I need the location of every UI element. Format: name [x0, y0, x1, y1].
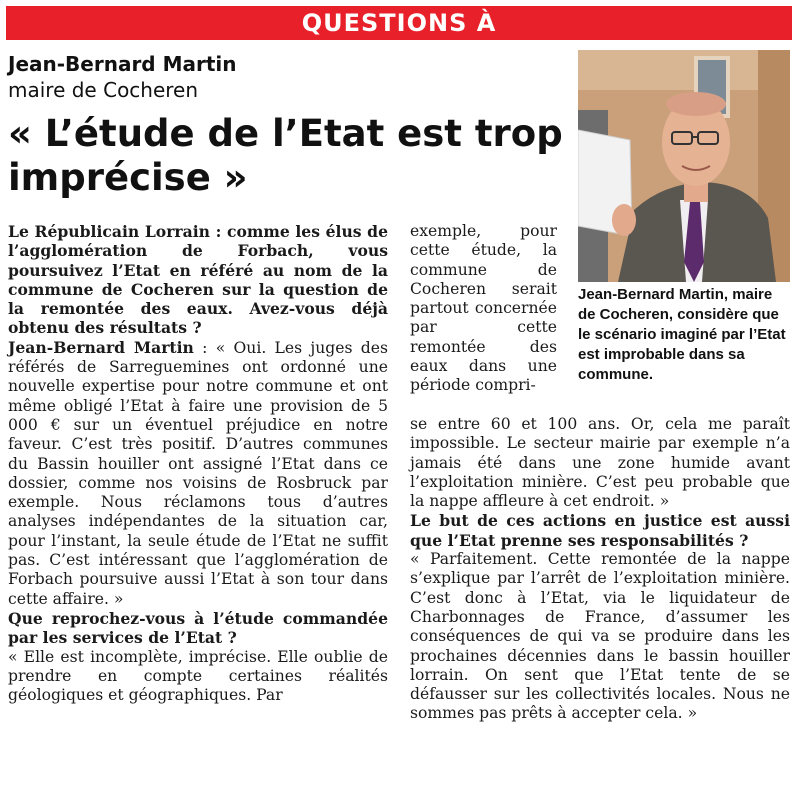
- section-title: QUESTIONS À: [301, 9, 497, 37]
- answer-1-speaker: Jean-Bernard Martin: [8, 337, 194, 357]
- portrait-illustration: [578, 50, 790, 282]
- article-column-right-top: [410, 222, 557, 396]
- answer-2-end: se entre 60 et 100 ans. Or, cela me paraît impossible. Le secteur mairie par exemple n’a jamais été dans une zone humide avant l’exploitation minière. C’est peu probable que la nappe affleure à cet endroit. »: [410, 415, 790, 511]
- question-2: Que reprochez-vous à l’étude commandée par les services de l’Etat ?: [8, 608, 388, 648]
- article-column-right: [410, 415, 790, 724]
- headline: « L’étude de l’Etat est trop imprécise »: [8, 112, 563, 199]
- portrait-photo: [578, 50, 790, 282]
- interviewee-name: Jean-Bernard Martin: [8, 52, 237, 76]
- answer-2-continued: exemple, pour cette étude, la commune de Cocheren serait partout concernée par cette remontée des eaux dans une période compri-: [410, 222, 557, 395]
- question-3: Le but de ces actions en justice est aussi que l’Etat prenne ses responsabilités ?: [410, 511, 790, 550]
- interviewee-role: maire de Cocheren: [8, 78, 199, 102]
- answer-3: « Parfaitement. Cette remontée de la nappe s’explique par l’arrêt de l’exploitation minière. C’est donc à l’Etat, via le liquidateur de Charbonnages de France, d’assumer les conséquences de qui va se produire dans les prochaines décennies dans le bassin houiller lorrain. On sent que l’Etat tente de se défausser sur les collectivités locales. Nous ne sommes pas prêts à accepter cela. »: [410, 550, 790, 723]
- answer-2-start: « Elle est incomplète, imprécise. Elle oublie de prendre en compte certaines réalités géologiques et géographiques. Par: [8, 647, 388, 705]
- question-1: Le Républicain Lorrain : comme les élus de l’agglomération de Forbach, vous poursuivez l’Etat en référé au nom de la commune de Cocheren sur la question de la remontée des eaux. Avez-vous déjà obtenu des résultats ?: [8, 222, 388, 338]
- section-banner: [6, 6, 792, 40]
- answer-1: [8, 338, 388, 609]
- answer-1-text: : « Oui. Les juges des référés de Sarreguemines ont ordonné une nouvelle expertise pour notre commune et ont même obligé l’Etat à faire une provision de 5 000 € sur un éventuel préjudice en notre faveur. C’est très positif. D’autres communes du Bassin houiller ont assigné l’Etat dans ce dossier, comme nos voisins de Rosbruck par exemple. Nous réclamons tous d’autres analyses indépendantes de la situation car, pour l’instant, la seule étude de l’Etat ne suffit pas. C’est intéressant que l’agglomération de Forbach poursuive aussi l’Etat à son tour dans cette affaire. »: [8, 338, 388, 608]
- photo-caption: Jean-Bernard Martin, maire de Cocheren, considère que le scénario imaginé par l’Etat est improbable dans sa commune.: [578, 286, 786, 383]
- article-column-left: [8, 222, 388, 705]
